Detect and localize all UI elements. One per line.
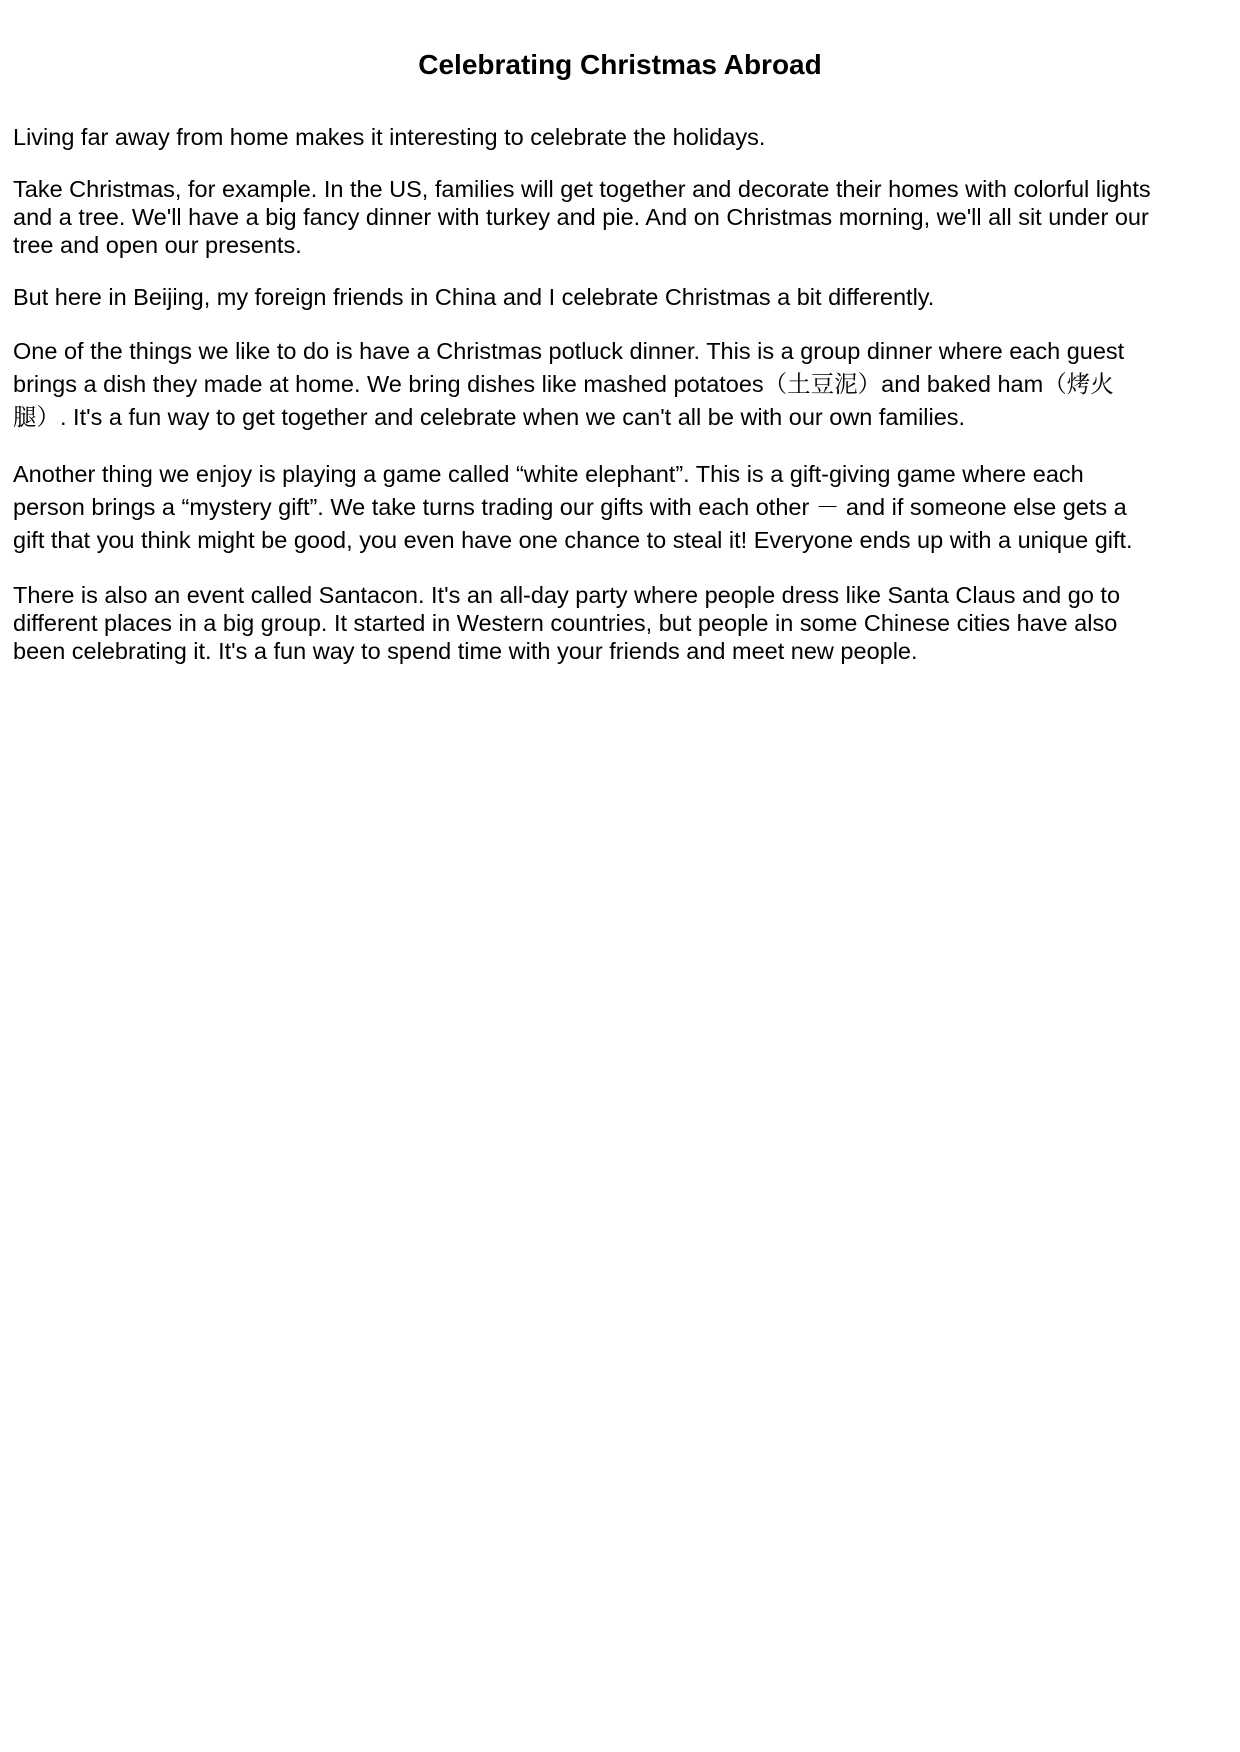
- paragraph-line: Living far away from home makes it interesting to celebrate the holidays.: [13, 124, 766, 150]
- paragraph-line: been celebrating it. It's a fun way to spend time with your friends and meet new people.: [13, 638, 918, 664]
- paragraph-line: But here in Beijing, my foreign friends in China and I celebrate Christmas a bit differently.: [13, 284, 935, 310]
- paragraph-beijing: [13, 283, 1227, 311]
- paragraph-line: and a tree. We'll have a big fancy dinner with turkey and pie. And on Christmas morning, we'll all sit under our: [13, 204, 1149, 230]
- paragraph-line: gift that you think might be good, you even have one chance to steal it! Everyone ends up with a unique gift.: [13, 527, 1133, 553]
- paragraph-line: brings a dish they made at home. We bring dishes like mashed potatoes（土豆泥）and baked ham（烤火: [13, 371, 1114, 397]
- paragraph-intro: [13, 123, 1227, 151]
- paragraph-line: different places in a big group. It started in Western countries, but people in some Chinese cities have also: [13, 610, 1118, 636]
- paragraph-line: One of the things we like to do is have a Christmas potluck dinner. This is a group dinner where each guest: [13, 338, 1125, 364]
- paragraph-line: Take Christmas, for example. In the US, families will get together and decorate their homes with colorful lights: [13, 176, 1151, 202]
- paragraph-line: There is also an event called Santacon. It's an all-day party where people dress like Santa Claus and go to: [13, 582, 1121, 608]
- paragraph-potluck: [13, 335, 1227, 434]
- paragraph-santacon: [13, 581, 1227, 665]
- paragraph-us-christmas: [13, 175, 1227, 259]
- document-body: [13, 123, 1227, 689]
- paragraph-white-elephant: [13, 458, 1227, 557]
- paragraph-line: tree and open our presents.: [13, 232, 302, 258]
- paragraph-line: person brings a “mystery gift”. We take turns trading our gifts with each other － and if someone else gets a: [13, 494, 1127, 520]
- document-title: Celebrating Christmas Abroad: [418, 49, 822, 80]
- paragraph-line: Another thing we enjoy is playing a game called “white elephant”. This is a gift-giving game where each: [13, 461, 1084, 487]
- paragraph-line: 腿）. It's a fun way to get together and celebrate when we can't all be with our own families.: [13, 404, 966, 430]
